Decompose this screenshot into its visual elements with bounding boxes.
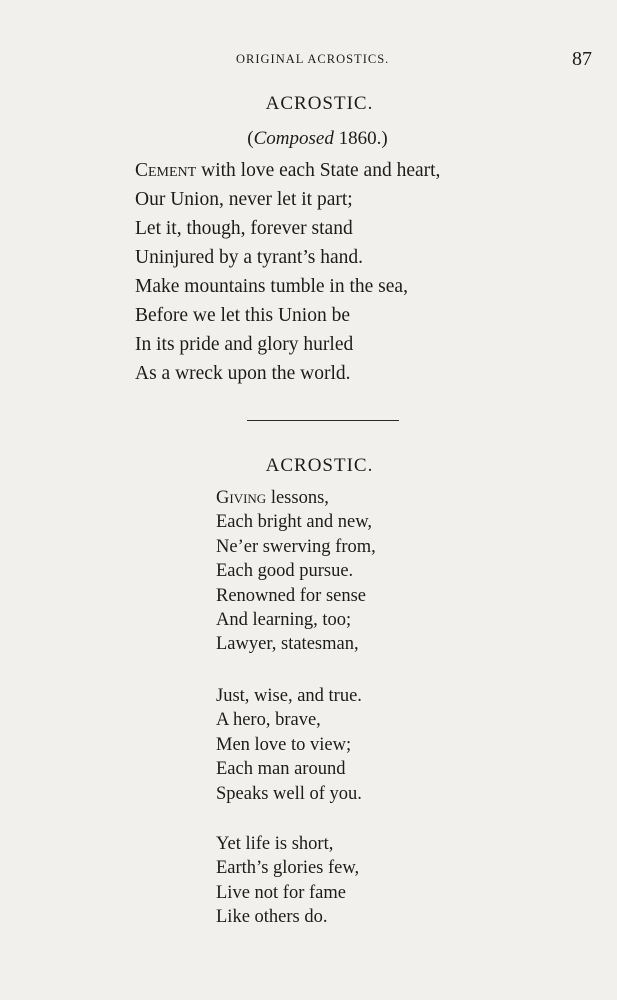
poem-line: A hero, brave, (216, 710, 321, 731)
poem-line: And learning, too; (216, 610, 352, 631)
running-head (0, 50, 617, 70)
poem-line: Each bright and new, (216, 512, 372, 533)
first-line-rest: with love each State and heart, (196, 160, 441, 181)
page-number: 87 (572, 48, 592, 70)
poem-line: Live not for fame (216, 882, 346, 903)
poem-line: Uninjured by a tyrant’s hand. (135, 247, 363, 268)
poem-line: Make mountains tumble in the sea, (135, 276, 408, 297)
poem-line (216, 486, 376, 510)
section-divider (247, 420, 399, 421)
first-line-rest: lessons, (266, 488, 329, 508)
poem-line: Let it, though, forever stand (135, 218, 353, 239)
subtitle-italic: Composed (253, 128, 334, 149)
poem-line: Ne’er swerving from, (216, 536, 376, 557)
poem-line: Before we let this Union be (135, 305, 350, 326)
poem-line: As a wreck upon the world. (135, 363, 351, 384)
poem-line: Men love to view; (216, 734, 352, 755)
poem-line: Renowned for sense (216, 585, 367, 606)
first-word: Giving (216, 488, 267, 508)
first-word: Cement (135, 160, 197, 181)
poem-line: Each man around (216, 759, 346, 780)
poem-line: Earth’s glories few, (216, 858, 360, 879)
poem-line: Yet life is short, (216, 834, 334, 854)
poem-line: Our Union, never let it part; (135, 189, 353, 210)
poem-line: Just, wise, and true. (216, 686, 362, 706)
poem-line: In its pride and glory hurled (135, 334, 354, 355)
poem-line: Each good pursue. (216, 561, 354, 582)
poem-title: ACROSTIC. (265, 93, 374, 114)
poem-stanza (216, 486, 376, 657)
poem-stanza (216, 684, 362, 806)
poem-stanza (135, 156, 440, 388)
poem-title: ACROSTIC. (265, 455, 374, 476)
poem-stanza (216, 832, 359, 930)
poem-line: Lawyer, statesman, (216, 634, 359, 655)
subtitle-open: ( (247, 128, 254, 149)
running-title: ORIGINAL ACROSTICS. (236, 52, 390, 66)
poem-subtitle (9, 128, 617, 150)
poem-line (135, 156, 440, 185)
subtitle-rest: 1860.) (333, 128, 388, 149)
poem-line: Like others do. (216, 907, 328, 928)
poem-line: Speaks well of you. (216, 783, 362, 804)
